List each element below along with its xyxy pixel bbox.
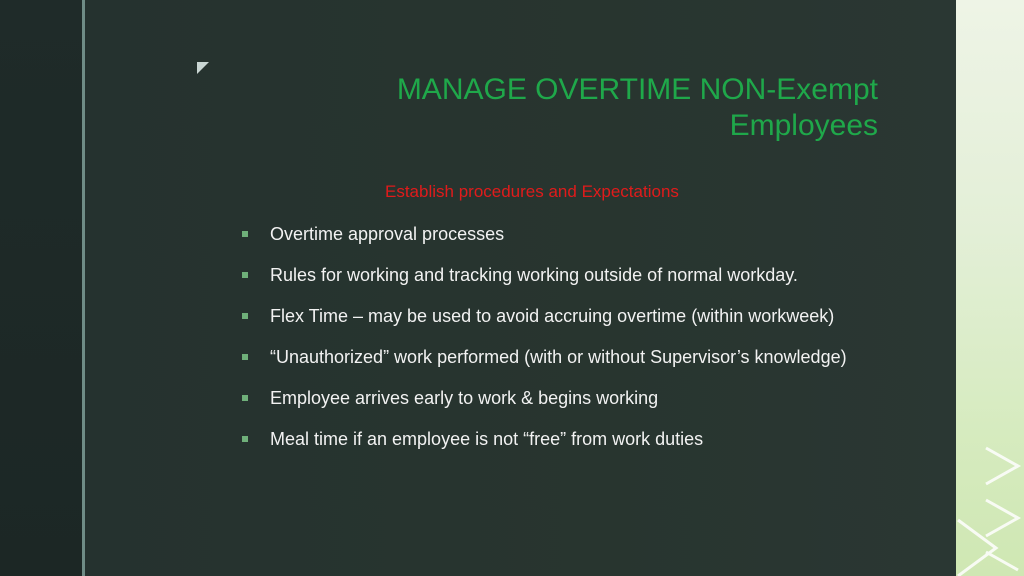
square-bullet-icon bbox=[242, 395, 248, 401]
left-decor-panel bbox=[0, 0, 82, 576]
list-item bbox=[240, 263, 890, 287]
square-bullet-icon bbox=[242, 354, 248, 360]
list-item-text: Meal time if an employee is not “free” from work duties bbox=[270, 429, 704, 449]
square-bullet-icon bbox=[242, 436, 248, 442]
list-item-text: “Unauthorized” work performed (with or without Supervisor’s knowledge) bbox=[270, 347, 847, 367]
square-bullet-icon bbox=[242, 231, 248, 237]
list-item-text: Employee arrives early to work & begins working bbox=[270, 388, 659, 408]
list-item bbox=[240, 304, 890, 328]
list-item bbox=[240, 222, 890, 246]
list-item-text: Flex Time – may be used to avoid accruing overtime (within workweek) bbox=[270, 306, 835, 326]
list-item bbox=[240, 427, 890, 451]
square-bullet-icon bbox=[242, 272, 248, 278]
bullet-list bbox=[240, 222, 890, 468]
right-decor-panel bbox=[956, 0, 1024, 576]
list-item-text: Overtime approval processes bbox=[270, 224, 505, 244]
slide-subtitle: Establish procedures and Expectations bbox=[385, 182, 679, 201]
triangle-corner-icon bbox=[197, 62, 209, 74]
list-item bbox=[240, 386, 890, 410]
list-item bbox=[240, 345, 890, 369]
slide-title: MANAGE OVERTIME NON-Exempt Employees bbox=[396, 73, 878, 142]
chevron-pattern-icon bbox=[956, 0, 1024, 576]
list-item-text: Rules for working and tracking working outside of normal workday. bbox=[270, 265, 798, 285]
square-bullet-icon bbox=[242, 313, 248, 319]
